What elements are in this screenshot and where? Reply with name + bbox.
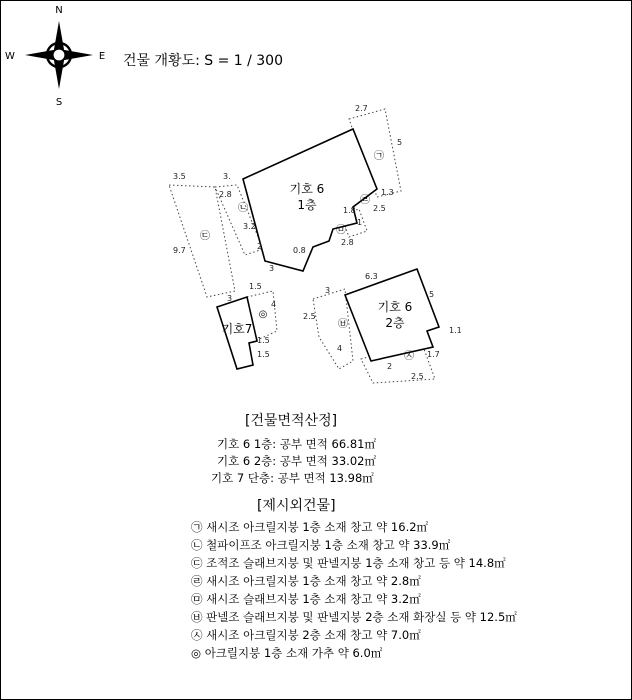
marker-circle-icon: ◎	[258, 309, 268, 320]
building-7	[217, 282, 276, 369]
dim-label: 2.8	[219, 190, 232, 199]
drawing-title: 건물 개황도: S = 1 / 300	[123, 53, 284, 69]
dim-label: 4	[337, 344, 343, 353]
building-7-label: 기호7	[221, 322, 253, 336]
area-row: 기호 7 단층: 공부 면적 13.98㎡	[211, 471, 374, 485]
dim-label: 1.5	[257, 350, 270, 359]
compass-center	[53, 49, 65, 61]
dim-label: 1.8	[343, 206, 356, 215]
area-row: 기호 6 2층: 공부 면적 33.02㎡	[217, 454, 376, 468]
dim-label: 0.8	[293, 246, 306, 255]
building-sketch	[1, 1, 631, 699]
dim-label: 4	[271, 300, 277, 309]
marker-rieul-icon: ㉣	[360, 195, 370, 206]
dim-label: 1.5	[257, 336, 270, 345]
building-6-2f	[303, 269, 462, 381]
marker-mieum-icon: ㉤	[336, 225, 346, 236]
excluded-row: ㉤ 새시조 슬래브지붕 1층 소재 창고 약 3.2㎡	[191, 592, 421, 606]
excluded-row: ㉦ 새시조 아크릴지붕 2층 소재 창고 약 7.0㎡	[191, 628, 421, 642]
marker-nieun-icon: ㉡	[238, 203, 248, 214]
marker-gieok-icon: ㉠	[374, 151, 384, 162]
excluded-row: ㉠ 새시조 아크릴지붕 1층 소재 창고 약 16.2㎡	[191, 520, 429, 534]
dim-label: 9.7	[173, 246, 186, 255]
dim-label: 2.5	[411, 372, 424, 381]
excluded-row: ㉡ 철파이프조 아크릴지붕 1층 소재 창고 약 33.9㎡	[191, 538, 451, 552]
area-section-heading: [건물면적산정]	[245, 413, 338, 429]
building-6-1f-label-l1: 기호 6	[289, 182, 325, 196]
excluded-row: ㉣ 새시조 아크릴지붕 1층 소재 창고 약 2.8㎡	[191, 574, 421, 588]
dim-label: 5	[397, 138, 403, 147]
dim-label: 6.3	[365, 272, 378, 281]
marker-bieup-icon: ㉥	[338, 319, 348, 330]
dim-label: 3	[227, 294, 233, 303]
marker-siot-icon: ㉦	[404, 351, 414, 362]
building-6-2f-label-l2: 2층	[385, 316, 405, 330]
dim-label: 3.5	[173, 172, 186, 181]
building-6-1f-label-l2: 1층	[297, 198, 317, 212]
dim-label: 2	[257, 242, 263, 251]
dim-label: 5	[429, 290, 435, 299]
dim-label: 3	[325, 286, 331, 295]
dim-label: 3.2	[243, 222, 256, 231]
excluded-section-heading: [제시외건물]	[257, 498, 336, 514]
area-row: 기호 6 1층: 공부 면적 66.81㎡	[217, 437, 376, 451]
dim-label: 2.8	[341, 238, 354, 247]
dim-label: 1.3	[381, 188, 394, 197]
excluded-row: ◎ 아크릴지붕 1층 소재 가추 약 6.0㎡	[191, 646, 383, 660]
dim-label: 1.5	[249, 282, 262, 291]
dim-label: 1.1	[449, 326, 462, 335]
excluded-row: ㉢ 조적조 슬래브지붕 및 판넬지붕 1층 소재 창고 등 약 14.8㎡	[191, 556, 506, 570]
dim-label: 3.	[223, 172, 231, 181]
compass-w: W	[5, 51, 15, 62]
dim-label: 1	[357, 218, 363, 227]
compass-n: N	[55, 5, 63, 16]
building-6-2f-label-l1: 기호 6	[377, 300, 413, 314]
dim-label: 2.5	[373, 204, 386, 213]
compass-s: S	[55, 97, 63, 108]
dim-label: 2.5	[303, 312, 316, 321]
marker-digeut-icon: ㉢	[200, 231, 210, 242]
excluded-row: ㉥ 판넬조 슬래브지붕 및 판넬지붕 2층 소재 화장실 등 약 12.5㎡	[191, 610, 517, 624]
dim-label: 2	[387, 362, 393, 371]
compass-e: E	[98, 51, 106, 62]
compass-rose	[5, 5, 105, 108]
dim-label: 1.7	[427, 350, 440, 359]
building-6-2f-outline	[345, 269, 439, 361]
dim-label: 2.7	[355, 104, 368, 113]
dim-label: 3	[269, 264, 275, 273]
